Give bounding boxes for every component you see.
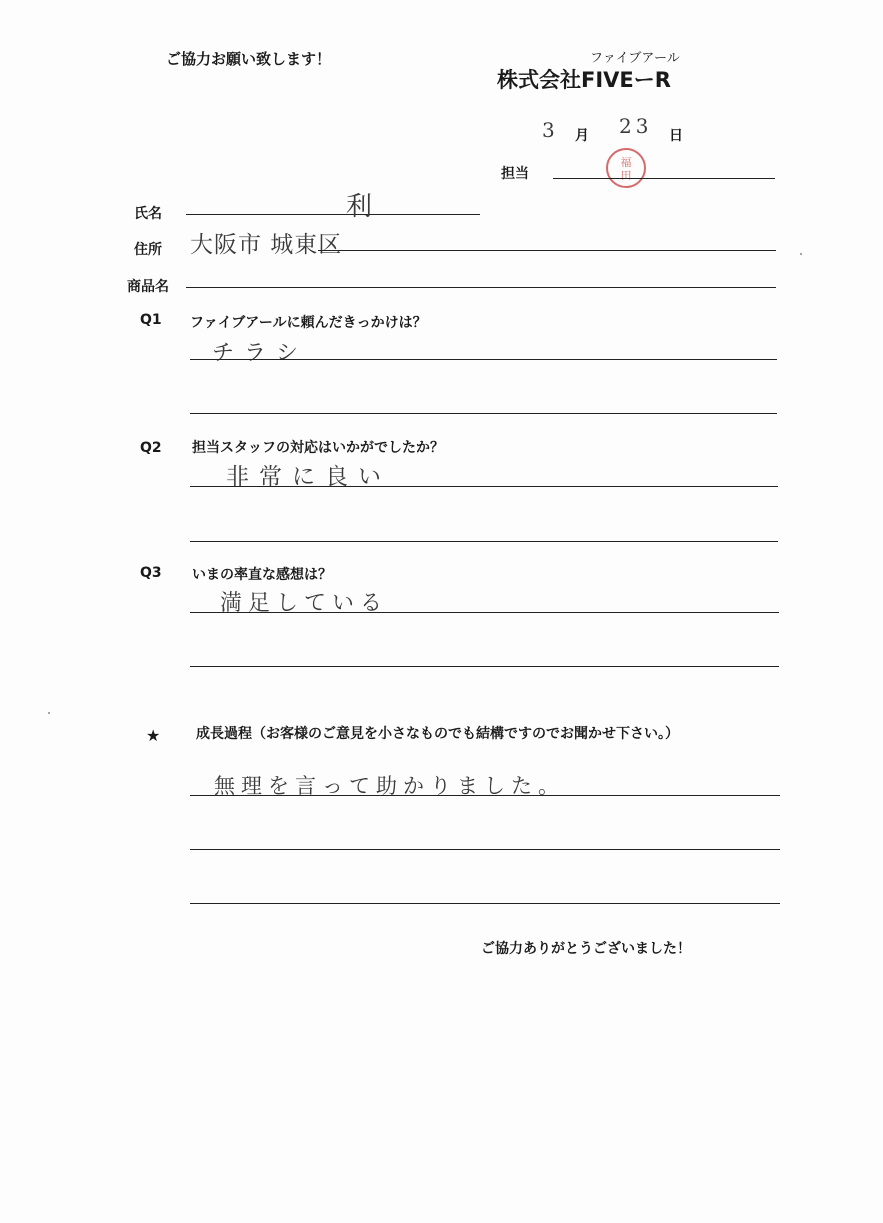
q3-answer: 満足している bbox=[220, 591, 389, 616]
company-kana: ファイブアール bbox=[590, 51, 680, 66]
thanks-text: ご協力ありがとうございました！ bbox=[481, 941, 691, 957]
date-day-label: 日 bbox=[669, 128, 683, 144]
growth-answer: 無理を言って助かりました。 bbox=[214, 774, 565, 798]
request-text: ご協力お願い致します！ bbox=[166, 50, 332, 68]
address-label: 住所 bbox=[134, 242, 162, 258]
q1-text: ファイブアールに頼んだきっかけは？ bbox=[190, 315, 427, 331]
name-value: 利 bbox=[346, 192, 377, 222]
staff-line bbox=[553, 178, 775, 179]
address-value: 大阪市 城東区 bbox=[190, 232, 343, 258]
stamp-char-1: 福 bbox=[620, 156, 632, 169]
q3-line-2 bbox=[190, 666, 779, 667]
address-line bbox=[318, 250, 776, 251]
name-label: 氏名 bbox=[134, 206, 162, 222]
star-mark: ★ bbox=[146, 726, 161, 745]
growth-line-3 bbox=[190, 903, 780, 904]
company-name: 株式会社FIVEーR bbox=[497, 68, 671, 92]
staff-seal-stamp bbox=[606, 148, 646, 188]
q2-line-2 bbox=[190, 541, 778, 542]
name-line bbox=[186, 214, 480, 215]
growth-text: 成長過程（お客様のご意見を小さなものでも結構ですのでお聞かせ下さい。） bbox=[196, 726, 679, 742]
product-label: 商品名 bbox=[127, 279, 169, 295]
q3-number: Q3 bbox=[140, 565, 162, 581]
staff-label: 担当 bbox=[501, 166, 529, 182]
q2-answer: 非常に良い bbox=[226, 464, 391, 490]
q2-text: 担当スタッフの対応はいかがでしたか？ bbox=[192, 440, 444, 456]
q3-text: いまの率直な感想は？ bbox=[192, 567, 332, 583]
q1-number: Q1 bbox=[140, 312, 162, 328]
growth-line-1 bbox=[190, 795, 780, 796]
q1-line-2 bbox=[190, 413, 777, 414]
date-month-label: 月 bbox=[575, 128, 589, 144]
stamp-char-2: 田 bbox=[620, 169, 632, 182]
q2-number: Q2 bbox=[140, 440, 162, 456]
date-month-value: 3 bbox=[542, 118, 559, 142]
product-line bbox=[186, 287, 776, 288]
q1-line-1 bbox=[190, 359, 777, 360]
q2-line-1 bbox=[190, 486, 778, 487]
scan-speck bbox=[800, 253, 802, 255]
q1-answer: チラシ bbox=[212, 341, 309, 366]
q3-line-1 bbox=[190, 612, 779, 613]
growth-line-2 bbox=[190, 849, 780, 850]
scan-speck bbox=[48, 712, 50, 714]
date-day-value: 23 bbox=[619, 114, 653, 138]
